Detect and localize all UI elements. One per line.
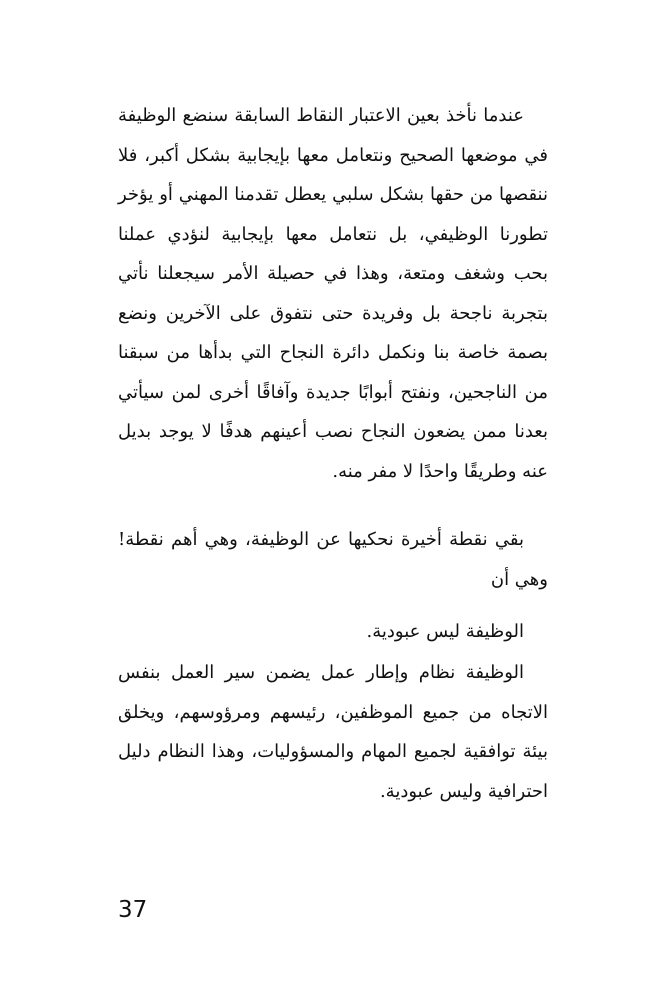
paragraph-3 — [118, 612, 548, 652]
text-line: تطورنا الوظيفي، بل نتعامل معها بإيجابية لنؤدي عملنا — [118, 223, 548, 245]
text-line: بتجربة ناجحة بل وفريدة حتى نتفوق على الآخرين ونضع — [118, 302, 548, 324]
text-line: عندما نأخذ بعين الاعتبار النقاط السابقة سنضع الوظيفة — [118, 105, 524, 126]
text-line: ننقصها من حقها بشكل سلبي يعطل تقدمنا المهني أو يؤخر — [118, 184, 548, 205]
text-line: الاتجاه من جميع الموظفين، رئيسهم ومرؤوسهم، ويخلق — [118, 701, 548, 723]
text-line: بيئة توافقية لجميع المهام والمسؤوليات، وهذا النظام دليل — [118, 741, 548, 762]
text-line: الوظيفة ليس عبودية. — [366, 621, 524, 642]
text-line: بصمة خاصة بنا ونكمل دائرة النجاح التي بدأها من سبقنا — [118, 342, 548, 363]
page-number: 37 — [118, 897, 148, 923]
text-line: بعدنا ممن يضعون النجاح نصب أعينهم هدفًا لا يوجد بديل — [118, 421, 548, 442]
paragraph-2 — [118, 520, 548, 599]
paragraph-1 — [118, 96, 548, 491]
paragraph-4 — [118, 653, 548, 811]
text-line: في موضعها الصحيح ونتعامل معها بإيجابية بشكل أكبر، فلا — [118, 144, 548, 166]
text-line: وهي أن — [490, 568, 548, 590]
text-line: احترافية وليس عبودية. — [379, 780, 548, 802]
text-line: بقي نقطة أخيرة نحكيها عن الوظيفة، وهي أهم نقطة! — [118, 529, 524, 550]
text-line: عنه وطريقًا واحدًا لا مفر منه. — [332, 460, 548, 482]
text-line: بحب وشغف ومتعة، وهذا في حصيلة الأمر سيجعلنا نأتي — [118, 263, 548, 284]
text-line: الوظيفة نظام وإطار عمل يضمن سير العمل بنفس — [118, 662, 524, 683]
text-line: من الناجحين، ونفتح أبوابًا جديدة وآفاقًا أخرى لمن سيأتي — [118, 381, 548, 403]
